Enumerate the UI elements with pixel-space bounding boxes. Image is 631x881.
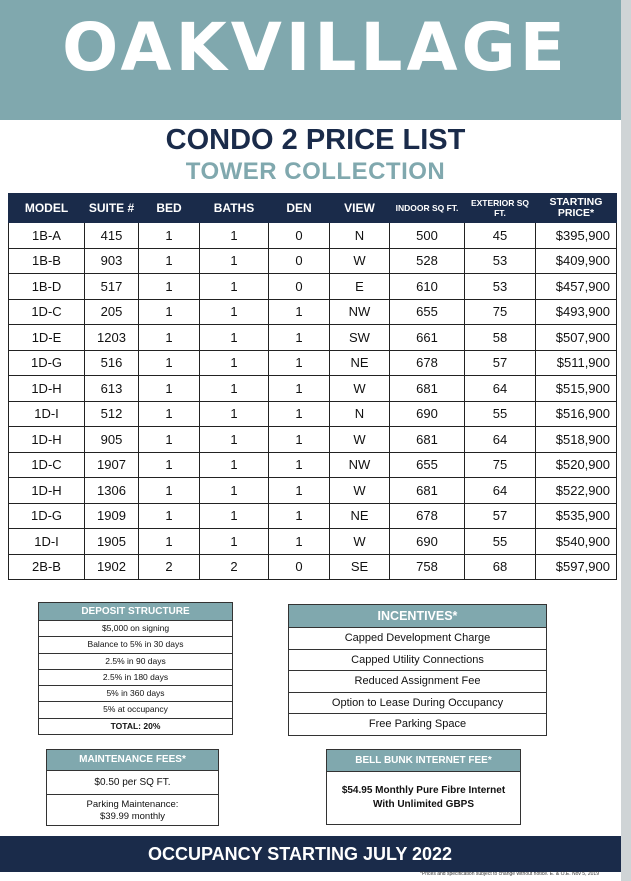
maintenance-title: MAINTENANCE FEES* bbox=[47, 750, 218, 771]
cell-bed: 1 bbox=[139, 248, 200, 274]
cell-view: W bbox=[330, 478, 390, 504]
table-row bbox=[9, 350, 617, 376]
cell-baths: 1 bbox=[200, 248, 269, 274]
cell-exterior-sqft: 64 bbox=[465, 478, 536, 504]
cell-baths: 1 bbox=[200, 325, 269, 351]
cell-den: 0 bbox=[269, 248, 330, 274]
header-indoor-sqft: INDOOR SQ FT. bbox=[390, 194, 465, 223]
header-view: VIEW bbox=[330, 194, 390, 223]
cell-starting-price: $511,900 bbox=[536, 350, 617, 376]
cell-model: 1B-A bbox=[9, 223, 85, 249]
cell-den: 0 bbox=[269, 554, 330, 580]
cell-starting-price: $597,900 bbox=[536, 554, 617, 580]
incentive-item: Option to Lease During Occupancy bbox=[289, 693, 546, 715]
cell-indoor-sqft: 678 bbox=[390, 350, 465, 376]
cell-view: N bbox=[330, 223, 390, 249]
table-row bbox=[9, 299, 617, 325]
cell-indoor-sqft: 681 bbox=[390, 376, 465, 402]
cell-den: 1 bbox=[269, 529, 330, 555]
cell-baths: 1 bbox=[200, 401, 269, 427]
cell-model: 1B-D bbox=[9, 274, 85, 300]
cell-suite: 415 bbox=[85, 223, 139, 249]
cell-suite: 517 bbox=[85, 274, 139, 300]
header-exterior-sqft: EXTERIOR SQ FT. bbox=[465, 194, 536, 223]
cell-bed: 1 bbox=[139, 452, 200, 478]
cell-view: W bbox=[330, 248, 390, 274]
cell-starting-price: $395,900 bbox=[536, 223, 617, 249]
cell-exterior-sqft: 55 bbox=[465, 529, 536, 555]
header-model: MODEL bbox=[9, 194, 85, 223]
cell-view: W bbox=[330, 529, 390, 555]
cell-model: 1D-H bbox=[9, 478, 85, 504]
cell-suite: 903 bbox=[85, 248, 139, 274]
header-bed: BED bbox=[139, 194, 200, 223]
internet-fee-box bbox=[326, 749, 521, 825]
cell-indoor-sqft: 661 bbox=[390, 325, 465, 351]
cell-view: E bbox=[330, 274, 390, 300]
cell-baths: 1 bbox=[200, 350, 269, 376]
cell-bed: 1 bbox=[139, 503, 200, 529]
cell-starting-price: $522,900 bbox=[536, 478, 617, 504]
cell-model: 1D-G bbox=[9, 350, 85, 376]
cell-baths: 1 bbox=[200, 529, 269, 555]
header-suite: SUITE # bbox=[85, 194, 139, 223]
cell-suite: 1203 bbox=[85, 325, 139, 351]
cell-den: 1 bbox=[269, 376, 330, 402]
cell-model: 1D-H bbox=[9, 427, 85, 453]
cell-model: 1B-B bbox=[9, 248, 85, 274]
cell-exterior-sqft: 64 bbox=[465, 376, 536, 402]
parking-maintenance-value: $39.99 monthly bbox=[100, 811, 165, 822]
deposit-item: $5,000 on signing bbox=[39, 621, 232, 637]
deposit-item: 5% at occupancy bbox=[39, 702, 232, 718]
cell-exterior-sqft: 75 bbox=[465, 452, 536, 478]
cell-model: 1D-I bbox=[9, 401, 85, 427]
cell-bed: 1 bbox=[139, 325, 200, 351]
deposit-title: DEPOSIT STRUCTURE bbox=[39, 603, 232, 621]
cell-view: NW bbox=[330, 452, 390, 478]
incentive-item: Free Parking Space bbox=[368, 718, 467, 730]
cell-baths: 1 bbox=[200, 452, 269, 478]
cell-indoor-sqft: 758 bbox=[390, 554, 465, 580]
table-row bbox=[9, 529, 617, 555]
cell-indoor-sqft: 655 bbox=[390, 299, 465, 325]
table-row bbox=[9, 554, 617, 580]
parking-maintenance bbox=[47, 795, 218, 825]
cell-den: 1 bbox=[269, 325, 330, 351]
table-header-row bbox=[9, 194, 617, 223]
cell-view: SE bbox=[330, 554, 390, 580]
cell-suite: 905 bbox=[85, 427, 139, 453]
page-edge bbox=[621, 0, 631, 881]
cell-baths: 1 bbox=[200, 376, 269, 402]
cell-den: 1 bbox=[269, 503, 330, 529]
cell-indoor-sqft: 528 bbox=[390, 248, 465, 274]
brand-logo-text: OAKVILLAGE bbox=[62, 9, 569, 86]
cell-starting-price: $518,900 bbox=[536, 427, 617, 453]
cell-exterior-sqft: 53 bbox=[465, 274, 536, 300]
cell-indoor-sqft: 610 bbox=[390, 274, 465, 300]
cell-suite: 1306 bbox=[85, 478, 139, 504]
header-baths: BATHS bbox=[200, 194, 269, 223]
page-subtitle: TOWER COLLECTION bbox=[185, 158, 446, 185]
cell-bed: 1 bbox=[139, 401, 200, 427]
cell-view: NE bbox=[330, 503, 390, 529]
cell-baths: 1 bbox=[200, 503, 269, 529]
cell-suite: 1905 bbox=[85, 529, 139, 555]
cell-indoor-sqft: 681 bbox=[390, 478, 465, 504]
maintenance-rate: $0.50 per SQ FT. bbox=[47, 771, 218, 795]
internet-speed: With Unlimited GBPS bbox=[372, 799, 475, 810]
cell-view: W bbox=[330, 376, 390, 402]
cell-exterior-sqft: 55 bbox=[465, 401, 536, 427]
cell-baths: 1 bbox=[200, 274, 269, 300]
cell-starting-price: $535,900 bbox=[536, 503, 617, 529]
cell-baths: 1 bbox=[200, 478, 269, 504]
cell-suite: 512 bbox=[85, 401, 139, 427]
header-starting-price: STARTING PRICE* bbox=[536, 194, 617, 223]
cell-suite: 1909 bbox=[85, 503, 139, 529]
cell-indoor-sqft: 690 bbox=[390, 529, 465, 555]
parking-maintenance-label: Parking Maintenance: bbox=[86, 799, 179, 810]
cell-view: W bbox=[330, 427, 390, 453]
cell-bed: 1 bbox=[139, 529, 200, 555]
cell-indoor-sqft: 678 bbox=[390, 503, 465, 529]
cell-bed: 1 bbox=[139, 299, 200, 325]
maintenance-fees-box bbox=[46, 749, 219, 826]
table-row bbox=[9, 223, 617, 249]
internet-details bbox=[327, 772, 520, 824]
cell-den: 1 bbox=[269, 401, 330, 427]
cell-bed: 1 bbox=[139, 478, 200, 504]
deposit-item: 5% in 360 days bbox=[39, 686, 232, 702]
table-row bbox=[9, 478, 617, 504]
cell-model: 1D-C bbox=[9, 299, 85, 325]
table-row bbox=[9, 274, 617, 300]
cell-model: 2B-B bbox=[9, 554, 85, 580]
cell-starting-price: $520,900 bbox=[536, 452, 617, 478]
cell-exterior-sqft: 75 bbox=[465, 299, 536, 325]
cell-baths: 1 bbox=[200, 299, 269, 325]
cell-den: 1 bbox=[269, 478, 330, 504]
cell-bed: 1 bbox=[139, 274, 200, 300]
cell-den: 1 bbox=[269, 350, 330, 376]
cell-starting-price: $409,900 bbox=[536, 248, 617, 274]
cell-den: 1 bbox=[269, 299, 330, 325]
cell-den: 0 bbox=[269, 274, 330, 300]
cell-exterior-sqft: 58 bbox=[465, 325, 536, 351]
incentive-item: Reduced Assignment Fee bbox=[289, 671, 546, 693]
cell-starting-price: $507,900 bbox=[536, 325, 617, 351]
cell-bed: 1 bbox=[139, 350, 200, 376]
cell-view: SW bbox=[330, 325, 390, 351]
deposit-item: 2.5% in 180 days bbox=[39, 670, 232, 686]
incentives-box bbox=[288, 604, 547, 736]
cell-baths: 1 bbox=[200, 427, 269, 453]
cell-model: 1D-G bbox=[9, 503, 85, 529]
cell-baths: 1 bbox=[200, 223, 269, 249]
internet-plan: $54.95 Monthly Pure Fibre Internet bbox=[341, 785, 506, 796]
cell-suite: 205 bbox=[85, 299, 139, 325]
cell-den: 0 bbox=[269, 223, 330, 249]
occupancy-date: OCCUPANCY STARTING JULY 2022 bbox=[147, 844, 453, 864]
incentive-item: Capped Development Charge bbox=[289, 628, 546, 650]
table-row bbox=[9, 248, 617, 274]
deposit-item: Balance to 5% in 30 days bbox=[39, 637, 232, 653]
cell-view: NE bbox=[330, 350, 390, 376]
table-row bbox=[9, 503, 617, 529]
table-row bbox=[9, 427, 617, 453]
cell-model: 1D-H bbox=[9, 376, 85, 402]
cell-exterior-sqft: 57 bbox=[465, 350, 536, 376]
cell-exterior-sqft: 68 bbox=[465, 554, 536, 580]
deposit-structure-box bbox=[38, 602, 233, 735]
cell-view: N bbox=[330, 401, 390, 427]
cell-starting-price: $540,900 bbox=[536, 529, 617, 555]
cell-bed: 1 bbox=[139, 223, 200, 249]
disclaimer-note: *Prices and specification subject to change without notice. E. & O.E. Nov 5, 2019 bbox=[420, 871, 599, 877]
deposit-total: TOTAL: 20% bbox=[110, 720, 161, 731]
cell-suite: 1902 bbox=[85, 554, 139, 580]
table-row bbox=[9, 376, 617, 402]
cell-exterior-sqft: 64 bbox=[465, 427, 536, 453]
cell-exterior-sqft: 57 bbox=[465, 503, 536, 529]
cell-exterior-sqft: 45 bbox=[465, 223, 536, 249]
table-row bbox=[9, 401, 617, 427]
header-den: DEN bbox=[269, 194, 330, 223]
cell-indoor-sqft: 500 bbox=[390, 223, 465, 249]
cell-model: 1D-I bbox=[9, 529, 85, 555]
cell-indoor-sqft: 690 bbox=[390, 401, 465, 427]
cell-exterior-sqft: 53 bbox=[465, 248, 536, 274]
cell-starting-price: $515,900 bbox=[536, 376, 617, 402]
internet-title: BELL BUNK INTERNET FEE* bbox=[327, 750, 520, 772]
cell-starting-price: $457,900 bbox=[536, 274, 617, 300]
incentive-item: Capped Utility Connections bbox=[289, 650, 546, 672]
cell-suite: 613 bbox=[85, 376, 139, 402]
cell-indoor-sqft: 681 bbox=[390, 427, 465, 453]
cell-suite: 516 bbox=[85, 350, 139, 376]
cell-bed: 1 bbox=[139, 427, 200, 453]
cell-bed: 1 bbox=[139, 376, 200, 402]
cell-den: 1 bbox=[269, 452, 330, 478]
price-table bbox=[8, 193, 617, 580]
cell-model: 1D-C bbox=[9, 452, 85, 478]
cell-view: NW bbox=[330, 299, 390, 325]
cell-indoor-sqft: 655 bbox=[390, 452, 465, 478]
cell-den: 1 bbox=[269, 427, 330, 453]
deposit-item: 2.5% in 90 days bbox=[39, 654, 232, 670]
incentives-title: INCENTIVES* bbox=[289, 605, 546, 628]
cell-bed: 2 bbox=[139, 554, 200, 580]
cell-starting-price: $516,900 bbox=[536, 401, 617, 427]
table-row bbox=[9, 325, 617, 351]
cell-suite: 1907 bbox=[85, 452, 139, 478]
cell-model: 1D-E bbox=[9, 325, 85, 351]
page-title: CONDO 2 PRICE LIST bbox=[165, 124, 466, 156]
table-row bbox=[9, 452, 617, 478]
cell-starting-price: $493,900 bbox=[536, 299, 617, 325]
cell-baths: 2 bbox=[200, 554, 269, 580]
